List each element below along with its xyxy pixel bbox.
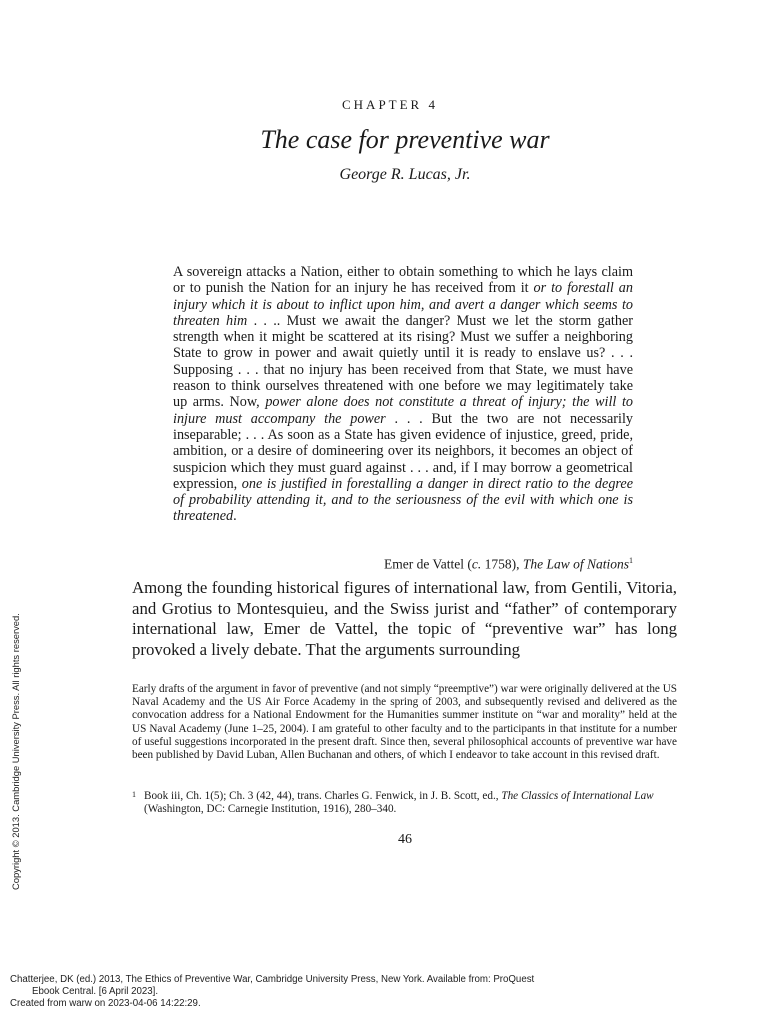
- chapter-author: George R. Lucas, Jr.: [339, 166, 471, 183]
- chapter-label: CHAPTER 4: [342, 97, 438, 112]
- attribution-name: Emer de Vattel (: [384, 556, 472, 572]
- epigraph-emphasis: power alone does not constitute a threat of injury; the will to injure must accompany the power: [173, 394, 633, 427]
- footnote-text: Book iii, Ch. 1(5); Ch. 3 (42, 44), trans. Charles G. Fenwick, in J. B. Scott, ed.,: [144, 790, 502, 802]
- body-paragraph: Among the founding historical figures of international law, from Gentili, Vitoria, and Grotius to Montesquieu, and the Swiss jurist and “father” of contemporary international law, Emer de Vattel, the topic of “preventive war” has long provoked a lively debate. That the arguments surrounding: [132, 578, 677, 659]
- copyright-notice: Copyright © 2013. Cambridge University Press. All rights reserved.: [10, 613, 21, 890]
- footnote-body: [132, 790, 677, 816]
- epigraph-emphasis: or to forestall an injury which it is about to inflict upon him, and avert a danger which seems to threaten him: [173, 280, 633, 329]
- attribution-circa: c.: [471, 556, 482, 572]
- footnote-text: (Washington, DC: Carnegie Institution, 1916), 280–340.: [144, 803, 397, 816]
- attribution-work: The Law of Nations: [522, 556, 629, 572]
- epigraph-emphasis: one is justified in forestalling a danger in direct ratio to the degree of probability attending it, and to the seriousness of the evil with which one is threatened: [173, 475, 634, 525]
- citation-line: Ebook Central. [6 April 2023].: [32, 985, 159, 997]
- epigraph-text: .: [233, 508, 237, 525]
- footnote-marker: 1: [132, 790, 136, 799]
- attribution-year: 1758),: [481, 556, 523, 572]
- footnote-reference[interactable]: 1: [629, 556, 633, 565]
- page-number: 46: [398, 832, 412, 847]
- footnote-title: The Classics of International Law: [501, 790, 654, 802]
- citation-line: Created from warw on 2023-04-06 14:22:29.: [10, 997, 201, 1009]
- epigraph-quote: [173, 264, 633, 525]
- source-citation: [10, 974, 750, 1009]
- epigraph-attribution: [173, 556, 633, 573]
- epigraph-text: A sovereign attacks a Nation, either to obtain something to which he lays claim or to punish the Nation for an injury he has received from it: [173, 264, 633, 297]
- epigraph-text: . . . But the two are not necessarily inseparable; . . . As soon as a State has given evidence of injustice, greed, pride, ambition, or a desire of domineering over its neighbors, it becomes an object of suspicion which they must guard against . . . and, if I may borrow a geometrical expression,: [173, 410, 633, 492]
- citation-line: Chatterjee, DK (ed.) 2013, The Ethics of Preventive War, Cambridge University Press, New York. Available from: ProQuest: [10, 974, 535, 985]
- footnote-unnumbered: Early drafts of the argument in favor of preventive (and not simply “preemptive”) war were originally delivered at the US Naval Academy and the US Air Force Academy in the spring of 2003, and subsequently revised and delivered as the convocation address for a National Endowment for the Humanities summer institute on “war and morality” held at the US Naval Academy (June 1–25, 2004). I am grateful to other faculty and to the participants in that institute for a number of useful suggestions incorporated in the present draft. Since then, several philosophical accounts of preventive war have been published by David Luban, Allen Buchanan and others, of which I endeavor to take account in this revised draft.: [132, 683, 677, 762]
- footnote-1: [132, 790, 677, 816]
- epigraph-text: . . .. Must we await the danger? Must we let the storm gather strength when it might be scattered at its rising? Must we suffer a neighboring State to grow in power and await quietly until it is ready to enslave us? . . . Supposing . . . that no injury has been received from that State, we must have reason to think ourselves threatened with one before we may legitimately take up arms. Now,: [173, 312, 633, 411]
- chapter-title: The case for preventive war: [260, 125, 550, 154]
